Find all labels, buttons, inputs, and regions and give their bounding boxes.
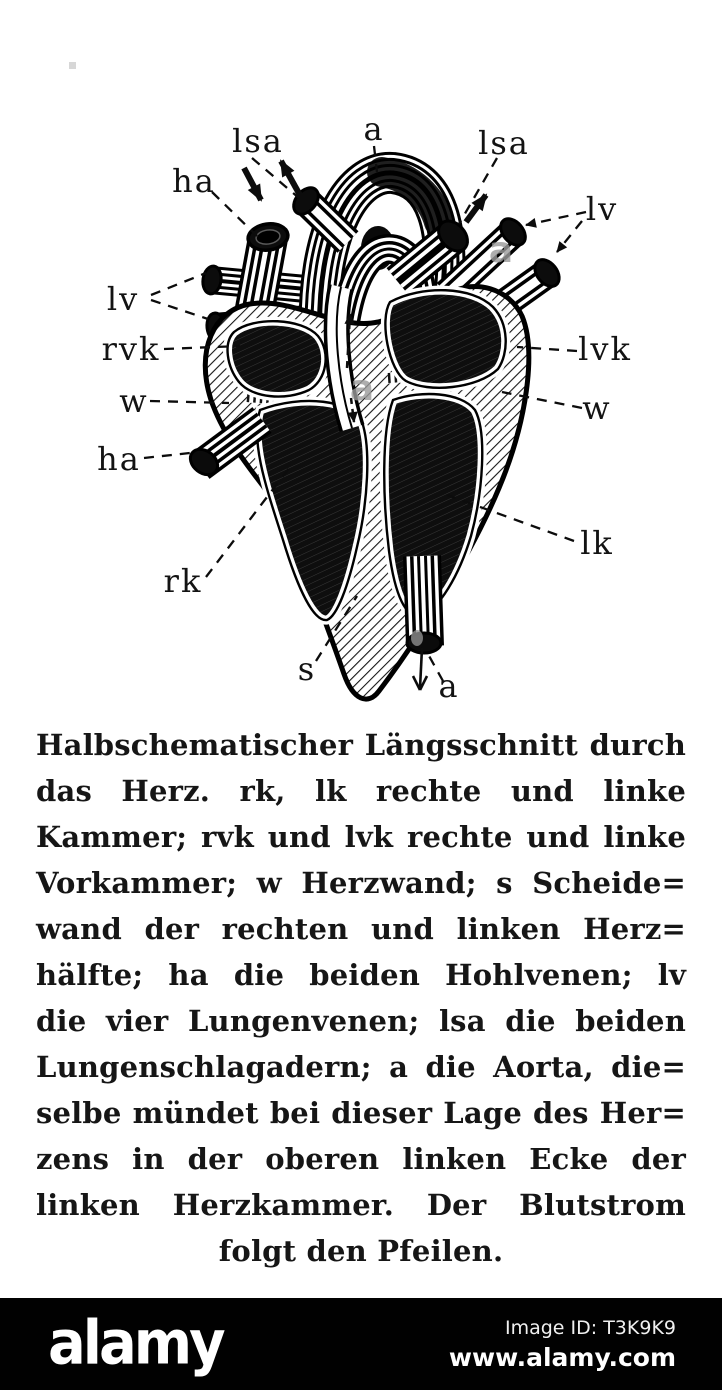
- label-s: s: [297, 650, 317, 688]
- leader-ha-top: [212, 192, 257, 236]
- watermark-a-glyph: a: [488, 230, 514, 271]
- label-ha-top-left: ha: [172, 162, 216, 200]
- label-lv-left: lv: [106, 280, 140, 318]
- caption-line-last: folgt den Pfeilen.: [218, 1234, 504, 1268]
- label-lk: lk: [580, 524, 614, 562]
- caption-line: Kammer; rvk und lvk rechte und linke: [36, 820, 686, 854]
- label-lsa-top-right: lsa: [478, 124, 530, 162]
- flow-arrow-out-left-pulmonary-artery: [281, 161, 301, 197]
- caption-line: wand der rechten und linken Herz=: [36, 912, 686, 946]
- descending-aorta: [407, 556, 441, 653]
- figure-caption: [0, 722, 722, 1274]
- caption-line: Halbschematischer Längsschnitt durch: [36, 728, 686, 762]
- label-w-right: w: [582, 389, 612, 427]
- caption-line: selbe mündet bei dieser Lage des Her=: [36, 1096, 686, 1130]
- alamy-url-text: www.alamy.com: [448, 1342, 676, 1372]
- watermark-bar: [0, 1298, 722, 1390]
- label-rvk: rvk: [101, 330, 161, 368]
- alamy-logo: alamy: [48, 1308, 223, 1379]
- label-lv-right: lv: [585, 190, 619, 228]
- label-lsa-top-left: lsa: [232, 122, 284, 160]
- label-w-left: w: [119, 382, 149, 420]
- caption-line: linken Herzkammer. Der Blutstrom: [36, 1188, 686, 1222]
- leader-lv-left-upper: [151, 273, 206, 295]
- label-a-bottom: a: [438, 667, 460, 705]
- caption-line: zens in der oberen linken Ecke der: [36, 1142, 686, 1176]
- watermark-a-glyph: a: [349, 368, 375, 409]
- caption-line: Lungenschlagadern; a die Aorta, die=: [36, 1050, 686, 1084]
- leader-lv-left-lower: [151, 300, 208, 319]
- label-a-top: a: [363, 110, 385, 148]
- leader-lv-right-upper: [526, 212, 586, 225]
- caption-line: die vier Lungenvenen; lsa die beiden: [36, 1004, 686, 1038]
- leader-lsa-top-right: [459, 158, 497, 224]
- caption-line: das Herz. rk, lk rechte und linke: [36, 774, 686, 808]
- watermark-smudge: [411, 630, 423, 646]
- right-atrium-cavity: [228, 321, 326, 396]
- label-lvk: lvk: [578, 330, 632, 368]
- watermark-info: [449, 1317, 676, 1372]
- caption-line: Vorkammer; w Herzwand; s Scheide=: [36, 866, 686, 900]
- label-rk: rk: [163, 562, 203, 600]
- label-ha-left-lower: ha: [97, 440, 141, 478]
- caption-line: hälfte; ha die beiden Hohlvenen; lv: [36, 958, 686, 992]
- leader-lv-right-lower: [557, 221, 582, 252]
- watermark-speck: [69, 62, 76, 69]
- image-id-text: Image ID: T3K9K9: [504, 1316, 676, 1339]
- right-ventricle-cavity: [257, 401, 367, 620]
- left-atrium-cavity: [385, 290, 505, 388]
- flow-arrow-into-vena-cava: [244, 168, 261, 200]
